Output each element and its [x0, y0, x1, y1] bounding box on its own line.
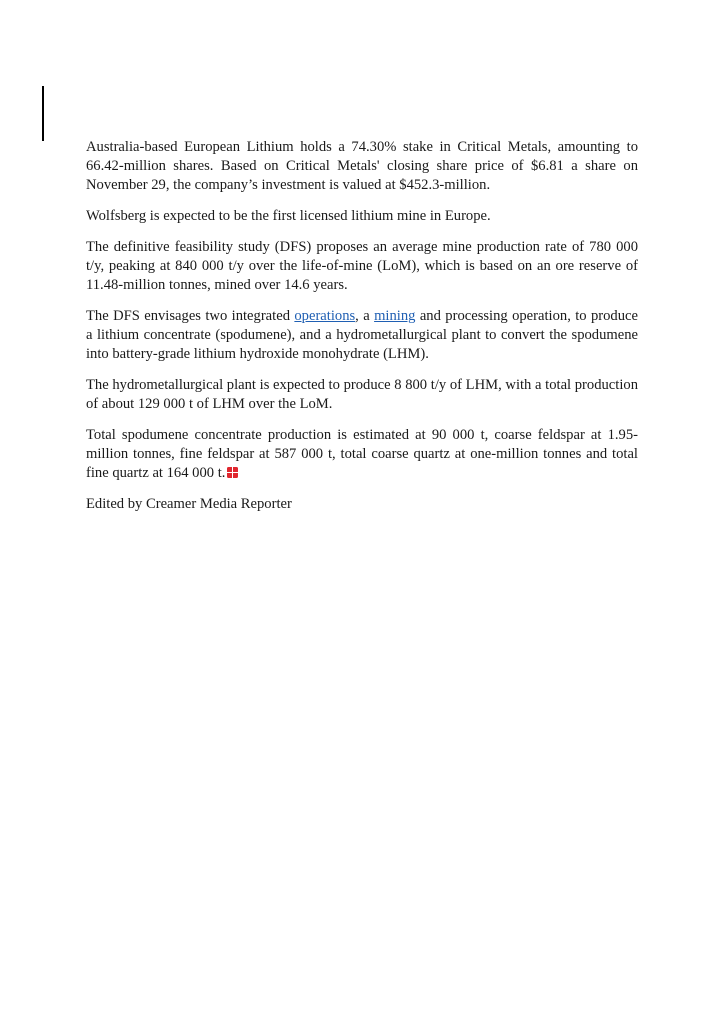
- paragraph-hydromet: The hydrometallurgical plant is expected to produce 8 800 t/y of LHM, with a total production of about 129 000 t of LHM over the LoM.: [86, 377, 638, 412]
- article-body: [86, 138, 638, 526]
- mining-link[interactable]: mining: [374, 308, 416, 324]
- paragraph-dfs-production: The definitive feasibility study (DFS) proposes an average mine production rate of 780 000 t/y, peaking at 840 000 t/y over the life-of-mine (LoM), which is based on an ore reserve of 11.48-million tonnes, mined over 14.6 years.: [86, 239, 638, 293]
- text-segment: and processing operation, to produce a lithium concentrate (spodumene), and a hydrometallurgical plant to convert the spodumene into battery-grade lithium hydroxide monohydrate (LHM).: [86, 308, 638, 362]
- totals-text: Total spodumene concentrate production is estimated at 90 000 t, coarse feldspar at 1.95-million tonnes, fine feldspar at 587 000 t, total coarse quartz at one-million tonnes and total fine quartz at 164 000 t.: [86, 427, 638, 481]
- paragraph-dfs-operations: [86, 307, 638, 364]
- paragraph-wolfsberg: Wolfsberg is expected to be the first licensed lithium mine in Europe.: [86, 208, 491, 224]
- operations-link[interactable]: operations: [294, 308, 356, 324]
- text-segment: , a: [355, 308, 375, 324]
- margin-change-bar: [42, 86, 44, 141]
- creamer-media-end-icon: [227, 467, 238, 478]
- editor-credit: Edited by Creamer Media Reporter: [86, 496, 292, 512]
- text-segment: The DFS envisages two integrated: [86, 308, 295, 324]
- paragraph-totals: [86, 426, 638, 483]
- paragraph-stake: Australia-based European Lithium holds a 74.30% stake in Critical Metals, amounting to 66.42-million shares. Based on Critical Metals' closing share price of $6.81 a share on November 29, the company’s investment is valued at $452.3-million.: [86, 139, 638, 193]
